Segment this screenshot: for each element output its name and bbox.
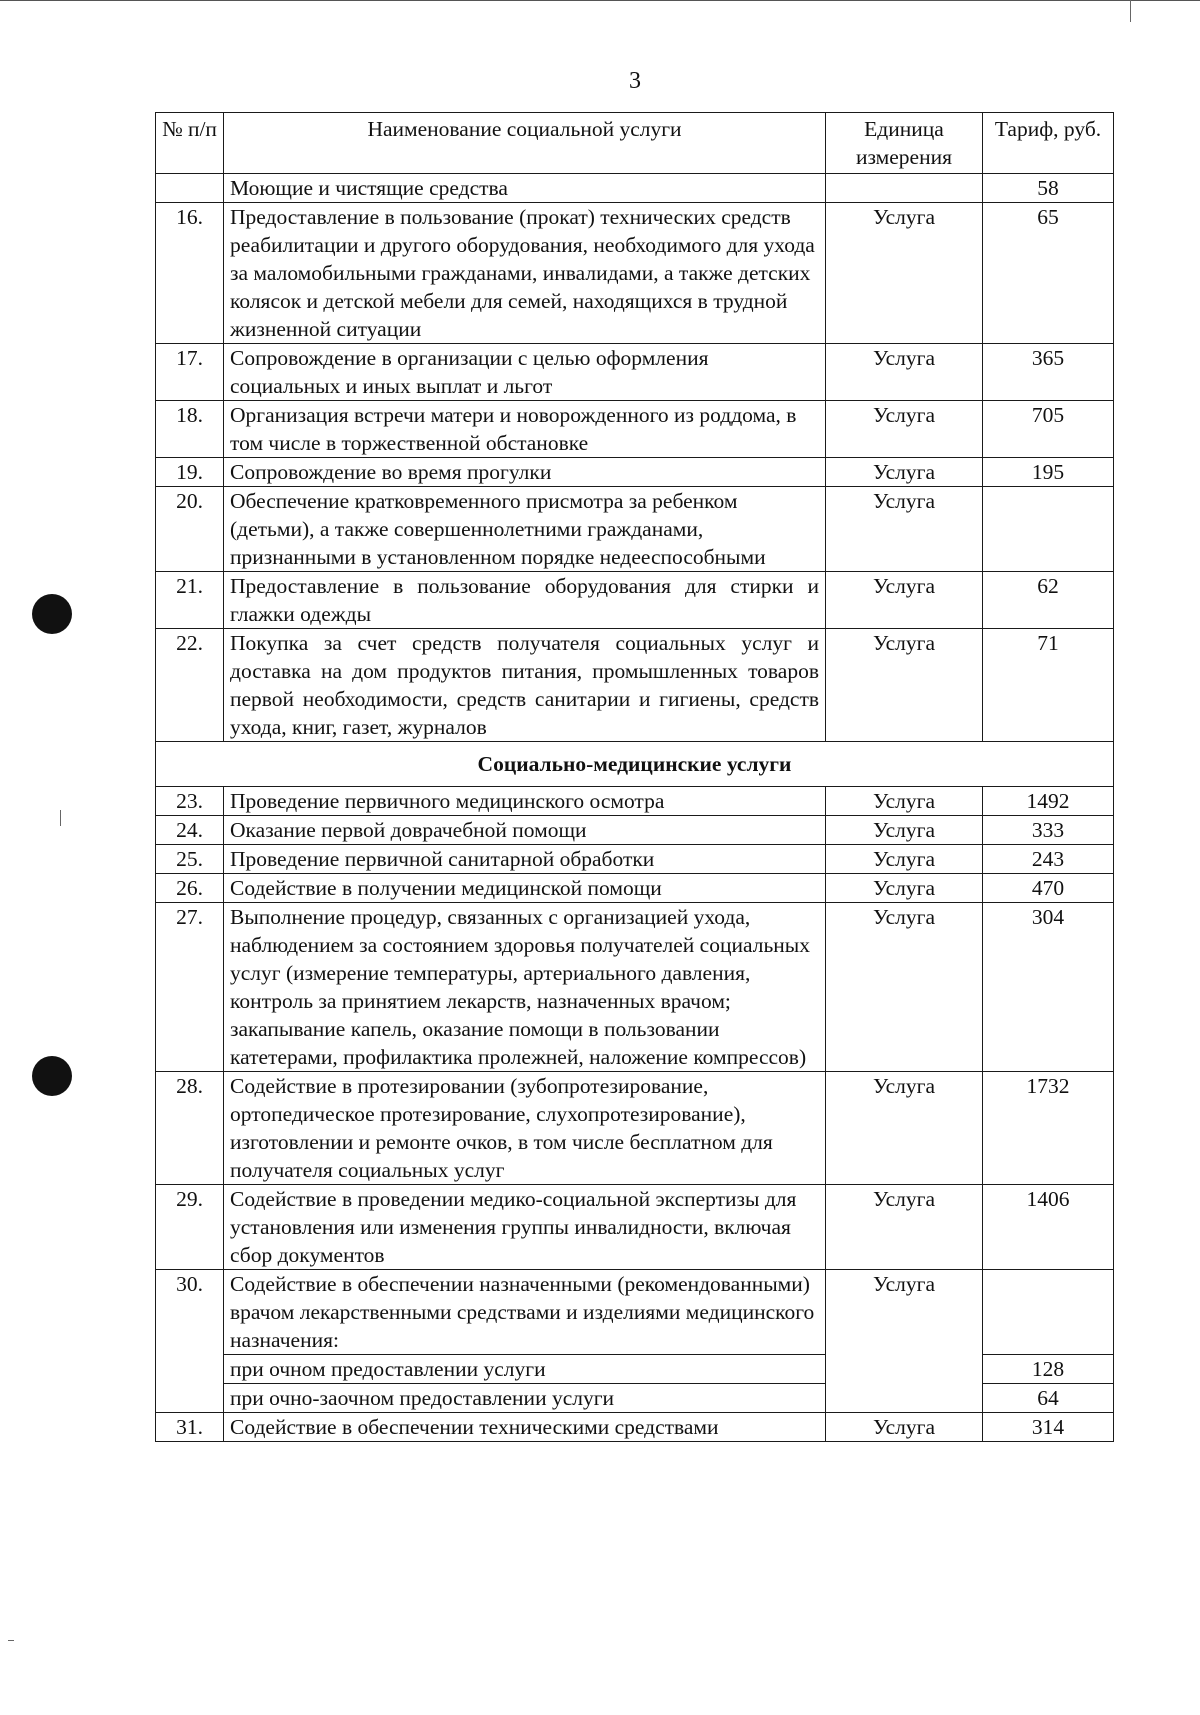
row-tariff: 304 <box>983 903 1114 1072</box>
table-row <box>156 174 1114 203</box>
row-name: Содействие в протезировании (зубопротезирование, ортопедическое протезирование, слухопротезирование), изготовлении и ремонте очков, в том числе бесплатном для получателя социальных услуг <box>224 1072 826 1185</box>
header-unit: Единица измерения <box>826 113 983 174</box>
row-tariff: 470 <box>983 874 1114 903</box>
row-tariff: 365 <box>983 344 1114 401</box>
binder-hole-mark <box>32 594 72 634</box>
subrow-name: при очном предоставлении услуги <box>224 1355 826 1384</box>
row-tariff: 58 <box>983 174 1114 203</box>
subrow-name: при очно-заочном предоставлении услуги <box>224 1384 826 1413</box>
scan-artifact <box>1130 0 1131 22</box>
row-number: 17. <box>156 344 224 401</box>
row-unit <box>826 174 983 203</box>
header-name: Наименование социальной услуги <box>224 113 826 174</box>
row-tariff: 1732 <box>983 1072 1114 1185</box>
section-header-row <box>156 742 1114 787</box>
row-tariff: 333 <box>983 816 1114 845</box>
row-number: 28. <box>156 1072 224 1185</box>
row-number <box>156 174 224 203</box>
row-number: 27. <box>156 903 224 1072</box>
row-name: Обеспечение кратковременного присмотра за ребенком (детьми), а также совершеннолетними гражданами, признанными в установленном порядке недееспособными <box>224 487 826 572</box>
row-number: 31. <box>156 1413 224 1442</box>
row-name: Сопровождение в организации с целью оформления социальных и иных выплат и льгот <box>224 344 826 401</box>
row-number: 25. <box>156 845 224 874</box>
row-number: 21. <box>156 572 224 629</box>
table-row <box>156 629 1114 742</box>
row-number: 24. <box>156 816 224 845</box>
scan-artifact <box>60 810 61 826</box>
table-row <box>156 487 1114 572</box>
table-row <box>156 874 1114 903</box>
row-number: 20. <box>156 487 224 572</box>
table-header-row <box>156 113 1114 174</box>
row-name: Выполнение процедур, связанных с организацией ухода, наблюдением за состоянием здоровья получателей социальных услуг (измерение температуры, артериального давления, контроль за принятием лекарств, назначенных врачом; закапывание капель, оказание помощи в пользовании катетерами, профилактика пролежней, наложение компрессов) <box>224 903 826 1072</box>
row-unit: Услуга <box>826 629 983 742</box>
row-tariff: 314 <box>983 1413 1114 1442</box>
row-number: 19. <box>156 458 224 487</box>
table-row <box>156 787 1114 816</box>
row-name: Содействие в обеспечении техническими средствами <box>224 1413 826 1442</box>
row-tariff: 1492 <box>983 787 1114 816</box>
scan-artifact <box>8 1640 14 1641</box>
row-unit: Услуга <box>826 203 983 344</box>
table-row <box>156 1185 1114 1270</box>
row-name: Оказание первой доврачебной помощи <box>224 816 826 845</box>
row-tariff: 195 <box>983 458 1114 487</box>
row-unit: Услуга <box>826 344 983 401</box>
row-unit: Услуга <box>826 401 983 458</box>
page-number: 3 <box>629 68 641 94</box>
row-unit: Услуга <box>826 1413 983 1442</box>
row-number: 30. <box>156 1270 224 1413</box>
row-number: 22. <box>156 629 224 742</box>
row-tariff: 1406 <box>983 1185 1114 1270</box>
row-tariff: 62 <box>983 572 1114 629</box>
row-number: 29. <box>156 1185 224 1270</box>
row-tariff: 65 <box>983 203 1114 344</box>
row-unit: Услуга <box>826 572 983 629</box>
table-row <box>156 845 1114 874</box>
row-unit: Услуга <box>826 458 983 487</box>
row-tariff: 243 <box>983 845 1114 874</box>
row-name: Содействие в проведении медико-социальной экспертизы для установления или изменения группы инвалидности, включая сбор документов <box>224 1185 826 1270</box>
table-row <box>156 401 1114 458</box>
table-row <box>156 903 1114 1072</box>
subrow-tariff: 128 <box>983 1355 1114 1384</box>
table-row <box>156 572 1114 629</box>
table-row <box>156 1413 1114 1442</box>
binder-hole-mark <box>32 1056 72 1096</box>
row-unit: Услуга <box>826 1072 983 1185</box>
row-unit: Услуга <box>826 487 983 572</box>
row-name: Проведение первичного медицинского осмотра <box>224 787 826 816</box>
row-tariff <box>983 487 1114 572</box>
row-unit: Услуга <box>826 845 983 874</box>
row-unit: Услуга <box>826 787 983 816</box>
row-tariff-empty <box>983 1270 1114 1355</box>
row-number: 23. <box>156 787 224 816</box>
row-name: Организация встречи матери и новорожденного из роддома, в том числе в торжественной обстановке <box>224 401 826 458</box>
row-name: Сопровождение во время прогулки <box>224 458 826 487</box>
row-unit: Услуга <box>826 1185 983 1270</box>
row-name: Предоставление в пользование оборудования для стирки и глажки одежды <box>224 572 826 629</box>
table-row <box>156 203 1114 344</box>
table-row <box>156 458 1114 487</box>
row-unit: Услуга <box>826 903 983 1072</box>
table-row <box>156 1072 1114 1185</box>
table-row <box>156 344 1114 401</box>
subrow-tariff: 64 <box>983 1384 1114 1413</box>
row-name: Покупка за счет средств получателя социальных услуг и доставка на дом продуктов питания, промышленных товаров первой необходимости, средств санитарии и гигиены, средств ухода, книг, газет, журналов <box>224 629 826 742</box>
row-tariff: 705 <box>983 401 1114 458</box>
row-name: Проведение первичной санитарной обработки <box>224 845 826 874</box>
row-name: Содействие в обеспечении назначенными (рекомендованными) врачом лекарственными средствами и изделиями медицинского назначения: <box>224 1270 826 1355</box>
row-unit: Услуга <box>826 816 983 845</box>
header-number: № п/п <box>156 113 224 174</box>
header-tariff: Тариф, руб. <box>983 113 1114 174</box>
row-number: 18. <box>156 401 224 458</box>
row-unit: Услуга <box>826 1270 983 1413</box>
row-tariff: 71 <box>983 629 1114 742</box>
section-title: Социально-медицинские услуги <box>156 742 1114 787</box>
row-number: 16. <box>156 203 224 344</box>
table-row <box>156 1270 1114 1355</box>
row-name: Моющие и чистящие средства <box>224 174 826 203</box>
row-name: Содействие в получении медицинской помощи <box>224 874 826 903</box>
scan-edge-line <box>0 0 1200 1</box>
services-tariff-table <box>155 112 1114 1442</box>
row-unit: Услуга <box>826 874 983 903</box>
row-name: Предоставление в пользование (прокат) технических средств реабилитации и другого оборудования, необходимого для ухода за маломобильными гражданами, инвалидами, а также детских колясок и детской мебели для семей, находящихся в трудной жизненной ситуации <box>224 203 826 344</box>
row-number: 26. <box>156 874 224 903</box>
table-row <box>156 816 1114 845</box>
